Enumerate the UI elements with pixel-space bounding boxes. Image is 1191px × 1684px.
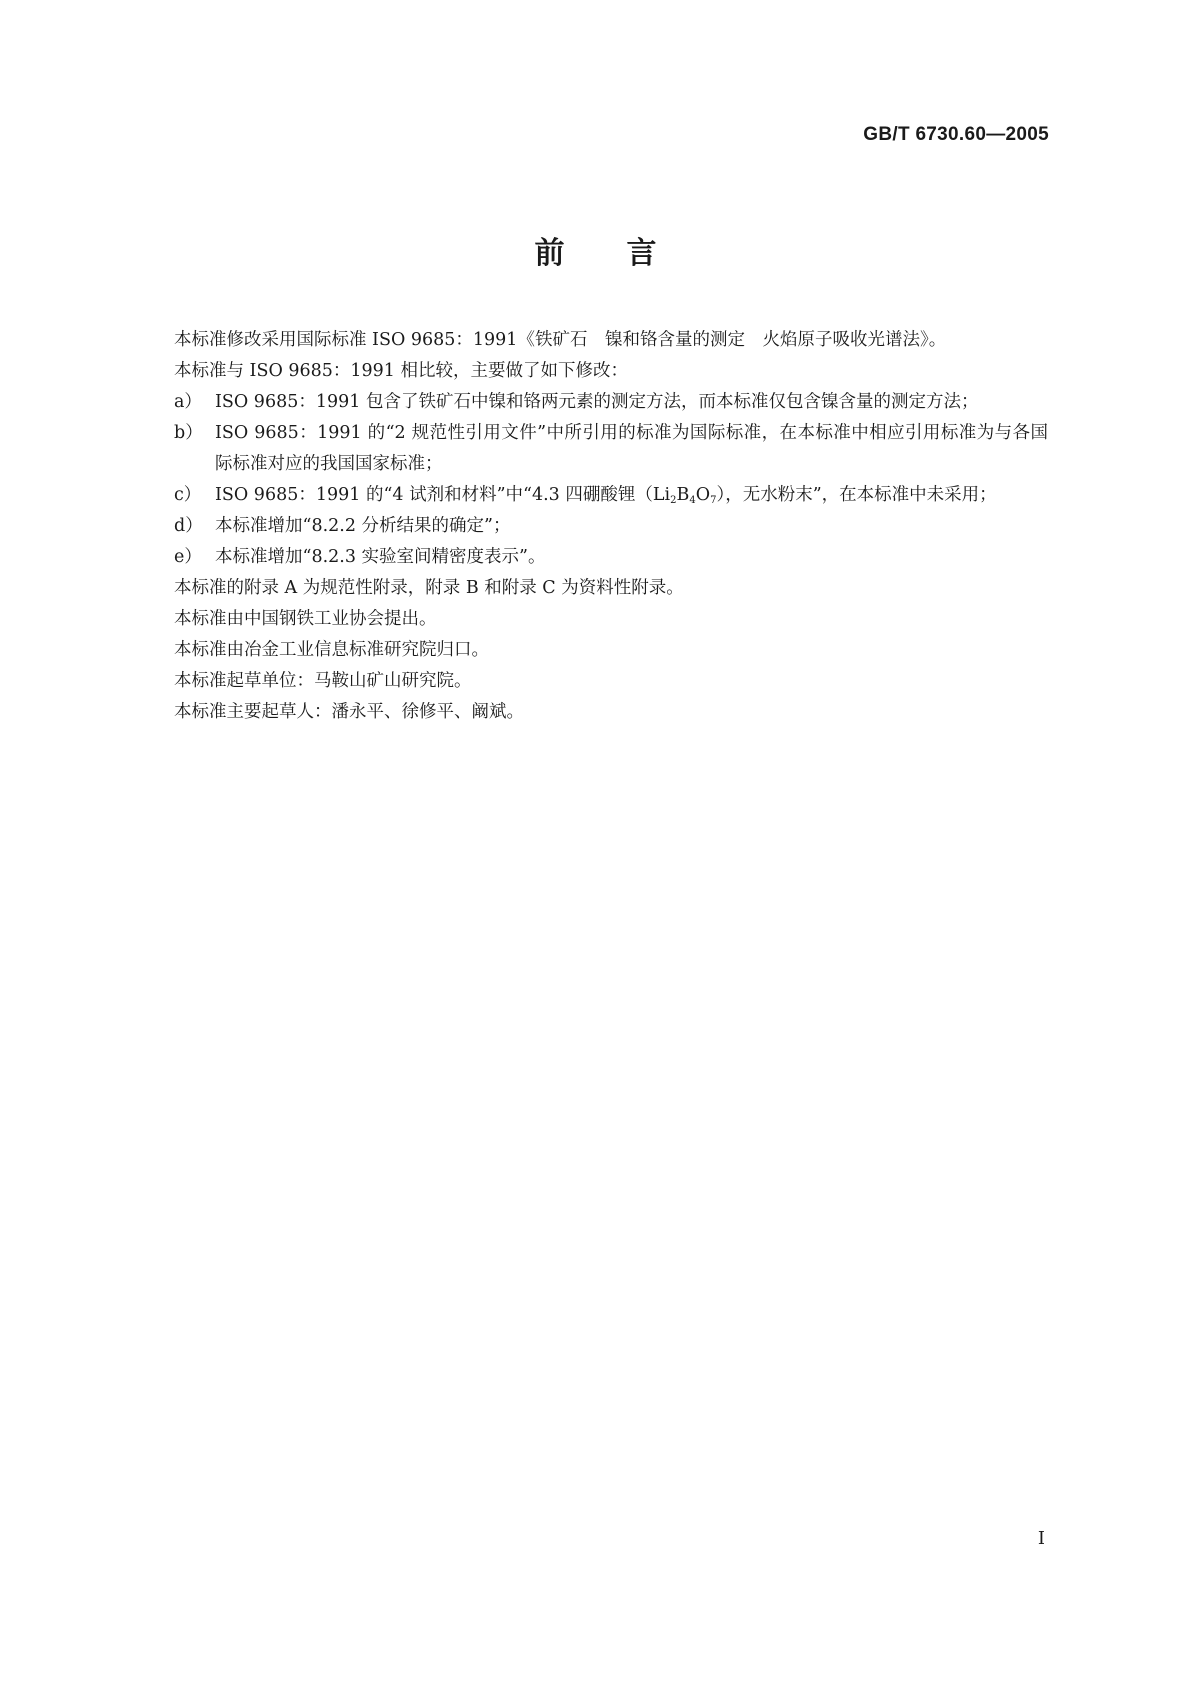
list-item-text: ISO 9685：1991 包含了铁矿石中镍和铬两元素的测定方法，而本标准仅包含镍含量的测定方法； (215, 392, 979, 412)
annex-paragraph: 本标准的附录 A 为规范性附录，附录 B 和附录 C 为资料性附录。 (174, 578, 684, 598)
list-marker: c） (174, 485, 202, 505)
text-segment: ISO 9685：1991 的“4 试剂和材料”中“4.3 四硼酸锂（Li (215, 485, 671, 505)
text-segment: B (676, 485, 690, 505)
standard-number: GB/T 6730.60—2005 (863, 124, 1049, 145)
list-item-b (174, 418, 1048, 480)
list-item-a (174, 387, 1048, 418)
subscript: 2 (670, 495, 677, 506)
page-title: 前言 (534, 236, 719, 271)
list-marker: b） (174, 423, 203, 443)
list-marker: e） (174, 547, 202, 567)
text-segment: O (695, 485, 711, 505)
list-item-text (215, 480, 1048, 511)
list-item-c (174, 480, 1048, 511)
document-body (174, 325, 1048, 728)
page-number: I (1037, 1528, 1045, 1549)
subscript: 7 (710, 495, 717, 506)
list-item-e (174, 542, 1048, 573)
centralized-paragraph: 本标准由冶金工业信息标准研究院归口。 (174, 640, 489, 660)
list-item-d (174, 511, 1048, 542)
changes-intro-paragraph: 本标准与 ISO 9685：1991 相比较，主要做了如下修改： (174, 361, 629, 381)
subscript: 4 (689, 495, 696, 506)
list-item-text: 本标准增加“8.2.2 分析结果的确定”； (215, 516, 511, 536)
drafters-paragraph: 本标准主要起草人：潘永平、徐修平、阚斌。 (174, 702, 524, 722)
intro-paragraph: 本标准修改采用国际标准 ISO 9685：1991《铁矿石 镍和铬含量的测定 火焰原子吸收光谱法》。 (174, 330, 947, 350)
text-segment: ），无水粉末”，在本标准中未采用； (716, 485, 997, 505)
list-marker: d） (174, 516, 203, 536)
list-item-text: ISO 9685：1991 的“2 规范性引用文件”中所引用的标准为国际标准，在本标准中相应引用标准为与各国际标准对应的我国国家标准； (215, 423, 1048, 474)
proposer-paragraph: 本标准由中国钢铁工业协会提出。 (174, 609, 437, 629)
list-marker: a） (174, 392, 202, 412)
drafting-unit-paragraph: 本标准起草单位：马鞍山矿山研究院。 (174, 671, 472, 691)
list-item-text: 本标准增加“8.2.3 实验室间精密度表示”。 (215, 547, 546, 567)
